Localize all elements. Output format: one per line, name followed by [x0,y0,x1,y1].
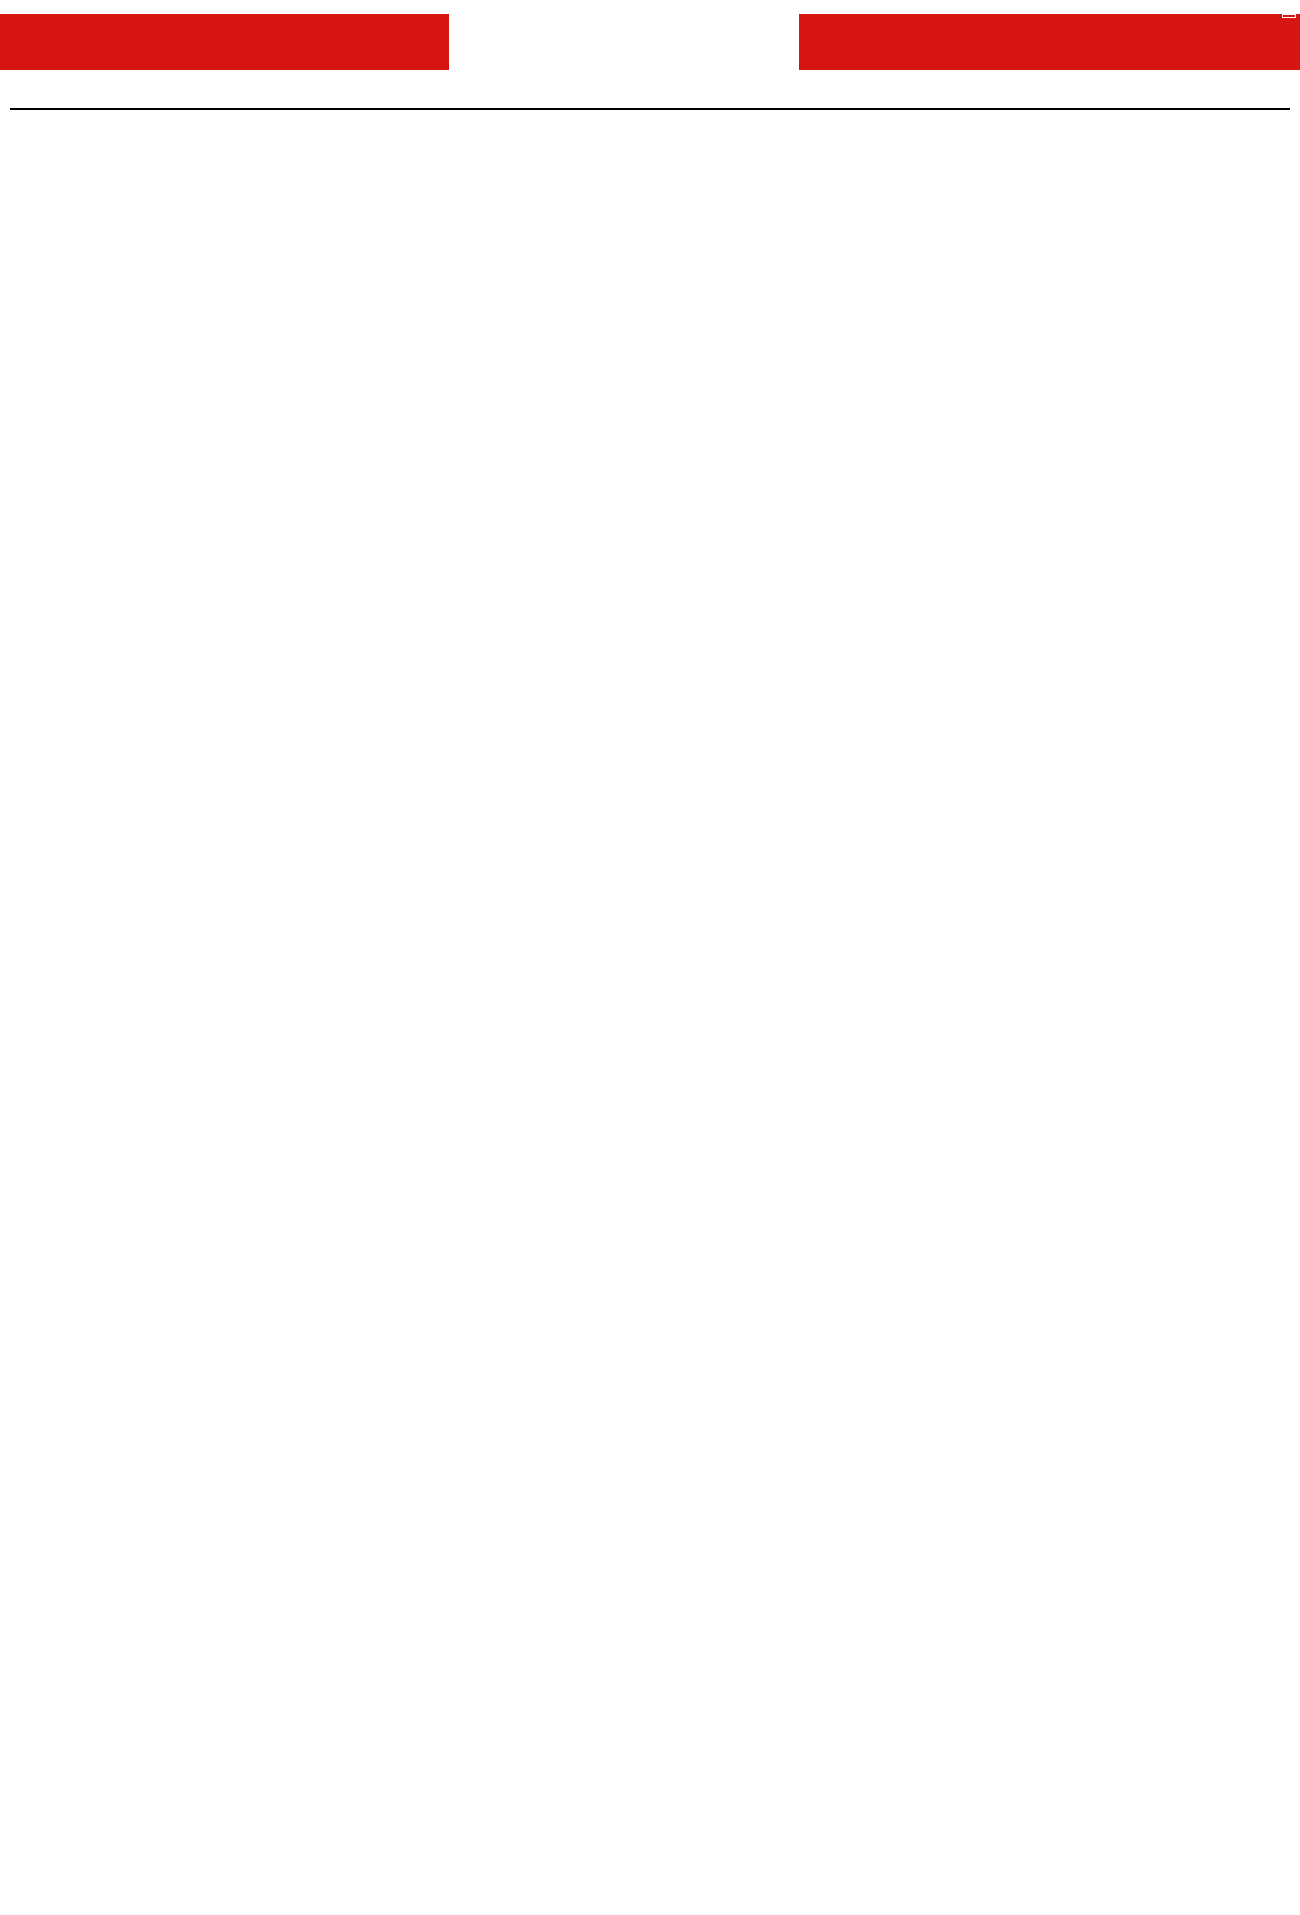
side-slogan [60,132,1300,152]
page-root [0,14,1300,152]
masthead-right [802,14,1300,70]
masthead-left [0,14,446,70]
masthead [0,14,1300,70]
masthead-center [446,14,802,70]
section-2 [0,132,1300,152]
corner-tag [1282,14,1296,18]
section-divider [10,108,1290,110]
trend-lines-2 [60,132,360,282]
